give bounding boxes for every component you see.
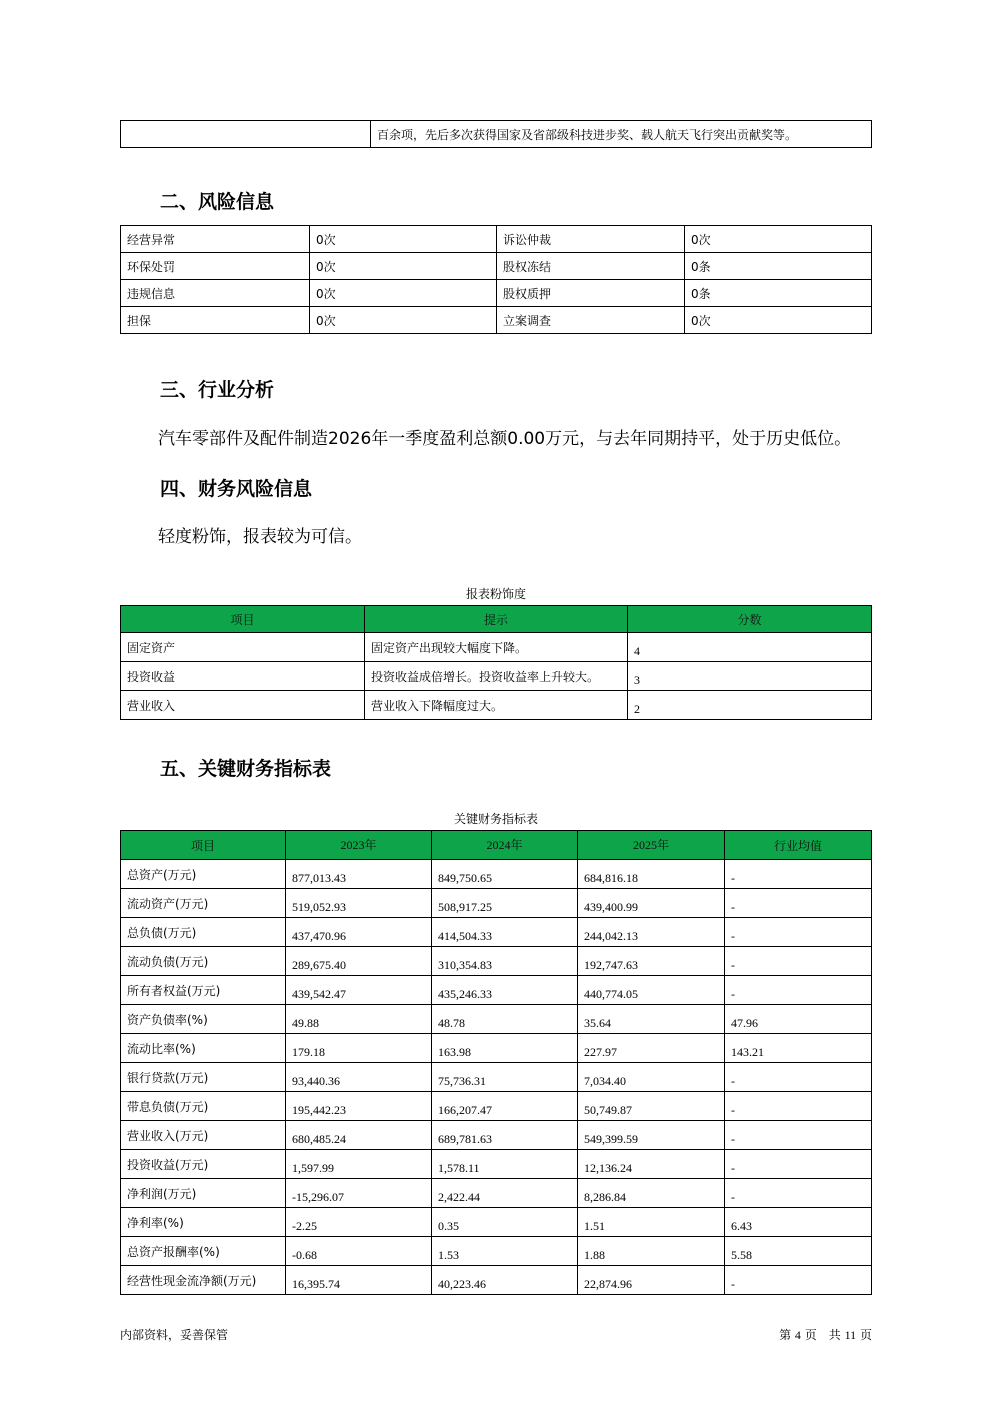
table-cell: 179.18	[286, 1034, 432, 1063]
table-row	[121, 307, 872, 334]
table-cell: 1.51	[578, 1208, 725, 1237]
table-cell: 流动资产(万元)	[121, 889, 286, 918]
table-cell: -	[725, 1179, 872, 1208]
table-cell: 289,675.40	[286, 947, 432, 976]
table-cell: 3	[628, 662, 872, 691]
table-row	[121, 226, 872, 253]
industry-analysis-text: 汽车零部件及配件制造2026年一季度盈利总额0.00万元，与去年同期持平，处于历史低位。	[158, 429, 852, 449]
table-cell: 0次	[685, 307, 872, 334]
table-row	[121, 1063, 872, 1092]
column-header: 2023年	[286, 831, 432, 860]
table-cell: -	[725, 1063, 872, 1092]
table-row	[121, 860, 872, 889]
table-cell: 担保	[121, 307, 310, 334]
table-cell: 2,422.44	[432, 1179, 578, 1208]
table-cell: 带息负债(万元)	[121, 1092, 286, 1121]
table-cell: 营业收入(万元)	[121, 1121, 286, 1150]
table-cell: -2.25	[286, 1208, 432, 1237]
table-row	[121, 918, 872, 947]
table-cell: 总资产(万元)	[121, 860, 286, 889]
table-cell	[121, 121, 371, 148]
table-cell: 0次	[310, 307, 497, 334]
table-cell: 50,749.87	[578, 1092, 725, 1121]
table-row	[121, 1237, 872, 1266]
key-financials-table	[120, 830, 872, 1295]
table-cell: 93,440.36	[286, 1063, 432, 1092]
table-cell: 流动比率(%)	[121, 1034, 286, 1063]
section-title-industry: 三、行业分析	[160, 379, 275, 401]
table-cell: 435,246.33	[432, 976, 578, 1005]
current-page: 4	[794, 1328, 801, 1342]
table-cell: 143.21	[725, 1034, 872, 1063]
table-cell: 684,816.18	[578, 860, 725, 889]
table-cell: 总资产报酬率(%)	[121, 1237, 286, 1266]
section-title-financial-risk: 四、财务风险信息	[160, 478, 313, 500]
company-intro-table	[120, 120, 872, 148]
table-row	[121, 1150, 872, 1179]
table-cell: 净利润(万元)	[121, 1179, 286, 1208]
table-cell: 22,874.96	[578, 1266, 725, 1295]
table-row	[121, 889, 872, 918]
table-cell: 0条	[685, 280, 872, 307]
table-cell: -	[725, 947, 872, 976]
table-row	[121, 1121, 872, 1150]
table-cell: -	[725, 1121, 872, 1150]
table-row	[121, 633, 872, 662]
table-cell: 0条	[685, 253, 872, 280]
footer-note: 内部资料，妥善保管	[120, 1328, 229, 1342]
table-cell: 244,042.13	[578, 918, 725, 947]
page-mid: 页 共	[804, 1328, 841, 1342]
table-row	[121, 691, 872, 720]
table-row	[121, 1179, 872, 1208]
table-cell: -	[725, 889, 872, 918]
table-cell: 所有者权益(万元)	[121, 976, 286, 1005]
table-cell: -	[725, 1150, 872, 1179]
table-row	[121, 1034, 872, 1063]
table-cell: 16,395.74	[286, 1266, 432, 1295]
table-cell: 439,542.47	[286, 976, 432, 1005]
table-cell: 1,578.11	[432, 1150, 578, 1179]
total-pages: 11	[844, 1328, 857, 1342]
table-row	[121, 1208, 872, 1237]
table-cell: 849,750.65	[432, 860, 578, 889]
table-cell: 投资收益(万元)	[121, 1150, 286, 1179]
table-cell: 股权质押	[497, 280, 685, 307]
table-cell: -15,296.07	[286, 1179, 432, 1208]
table-cell: 310,354.83	[432, 947, 578, 976]
table-cell: 资产负债率(%)	[121, 1005, 286, 1034]
table-cell: -	[725, 976, 872, 1005]
table-cell: 5.58	[725, 1237, 872, 1266]
financial-risk-text: 轻度粉饰，报表较为可信。	[158, 527, 362, 547]
table-row	[121, 947, 872, 976]
table-cell: 4	[628, 633, 872, 662]
table-cell: 0次	[310, 280, 497, 307]
whitewash-table	[120, 605, 872, 720]
table-cell: 192,747.63	[578, 947, 725, 976]
table-cell: 8,286.84	[578, 1179, 725, 1208]
table-cell: 总负债(万元)	[121, 918, 286, 947]
table-header-row	[121, 831, 872, 860]
table-cell: 1,597.99	[286, 1150, 432, 1179]
table-cell: 877,013.43	[286, 860, 432, 889]
table-row	[121, 1266, 872, 1295]
table-cell: 违规信息	[121, 280, 310, 307]
column-header: 分数	[628, 606, 872, 633]
table-cell: 0.35	[432, 1208, 578, 1237]
section-title-key-financials: 五、关键财务指标表	[160, 758, 332, 780]
table-cell: 环保处罚	[121, 253, 310, 280]
table-cell: 投资收益	[121, 662, 365, 691]
table-cell: 48.78	[432, 1005, 578, 1034]
table-cell: 诉讼仲裁	[497, 226, 685, 253]
table-cell: 47.96	[725, 1005, 872, 1034]
column-header: 提示	[365, 606, 628, 633]
table-cell: 经营性现金流净额(万元)	[121, 1266, 286, 1295]
table-cell: 1.88	[578, 1237, 725, 1266]
table-cell: 营业收入下降幅度过大。	[365, 691, 628, 720]
table-cell: -	[725, 1266, 872, 1295]
table-cell: -	[725, 860, 872, 889]
table-cell: 7,034.40	[578, 1063, 725, 1092]
table-cell: -	[725, 918, 872, 947]
table-row	[121, 662, 872, 691]
table-cell: 净利率(%)	[121, 1208, 286, 1237]
table-cell: 437,470.96	[286, 918, 432, 947]
table-cell: 49.88	[286, 1005, 432, 1034]
table-cell: 银行贷款(万元)	[121, 1063, 286, 1092]
table-cell: 投资收益成倍增长。投资收益率上升较大。	[365, 662, 628, 691]
table-row	[121, 1092, 872, 1121]
page-number	[779, 1326, 872, 1343]
table-cell: 40,223.46	[432, 1266, 578, 1295]
table-cell: 固定资产	[121, 633, 365, 662]
table-cell: 12,136.24	[578, 1150, 725, 1179]
table-cell: 163.98	[432, 1034, 578, 1063]
table-cell: 经营异常	[121, 226, 310, 253]
table-cell: 股权冻结	[497, 253, 685, 280]
table-caption: 关键财务指标表	[453, 812, 538, 826]
column-header: 2025年	[578, 831, 725, 860]
table-cell: 689,781.63	[432, 1121, 578, 1150]
table-cell: 营业收入	[121, 691, 365, 720]
section-title-risk: 二、风险信息	[160, 191, 275, 213]
table-cell: 2	[628, 691, 872, 720]
table-cell: 百余项，先后多次获得国家及省部级科技进步奖、载人航天飞行突出贡献奖等。	[371, 121, 872, 148]
table-row	[121, 280, 872, 307]
table-cell: -	[725, 1092, 872, 1121]
table-cell: 1.53	[432, 1237, 578, 1266]
page-suffix: 页	[859, 1328, 872, 1342]
table-cell: 439,400.99	[578, 889, 725, 918]
column-header: 项目	[121, 606, 365, 633]
table-cell: 414,504.33	[432, 918, 578, 947]
table-cell: -0.68	[286, 1237, 432, 1266]
table-cell: 0次	[685, 226, 872, 253]
table-cell: 680,485.24	[286, 1121, 432, 1150]
table-cell: 立案调查	[497, 307, 685, 334]
table-cell: 0次	[310, 253, 497, 280]
column-header: 行业均值	[725, 831, 872, 860]
table-cell: 0次	[310, 226, 497, 253]
table-cell: 195,442.23	[286, 1092, 432, 1121]
table-row	[121, 1005, 872, 1034]
table-row	[121, 976, 872, 1005]
risk-info-table	[120, 225, 872, 334]
table-cell: 固定资产出现较大幅度下降。	[365, 633, 628, 662]
table-row	[121, 253, 872, 280]
table-cell: 流动负债(万元)	[121, 947, 286, 976]
table-header-row	[121, 606, 872, 633]
column-header: 项目	[121, 831, 286, 860]
table-cell: 166,207.47	[432, 1092, 578, 1121]
table-cell: 6.43	[725, 1208, 872, 1237]
table-cell: 549,399.59	[578, 1121, 725, 1150]
table-cell: 35.64	[578, 1005, 725, 1034]
page-prefix: 第	[779, 1328, 792, 1342]
table-cell: 227.97	[578, 1034, 725, 1063]
table-cell: 440,774.05	[578, 976, 725, 1005]
table-cell: 508,917.25	[432, 889, 578, 918]
table-cell: 75,736.31	[432, 1063, 578, 1092]
column-header: 2024年	[432, 831, 578, 860]
table-row	[121, 121, 872, 148]
table-cell: 519,052.93	[286, 889, 432, 918]
table-caption: 报表粉饰度	[465, 587, 526, 601]
